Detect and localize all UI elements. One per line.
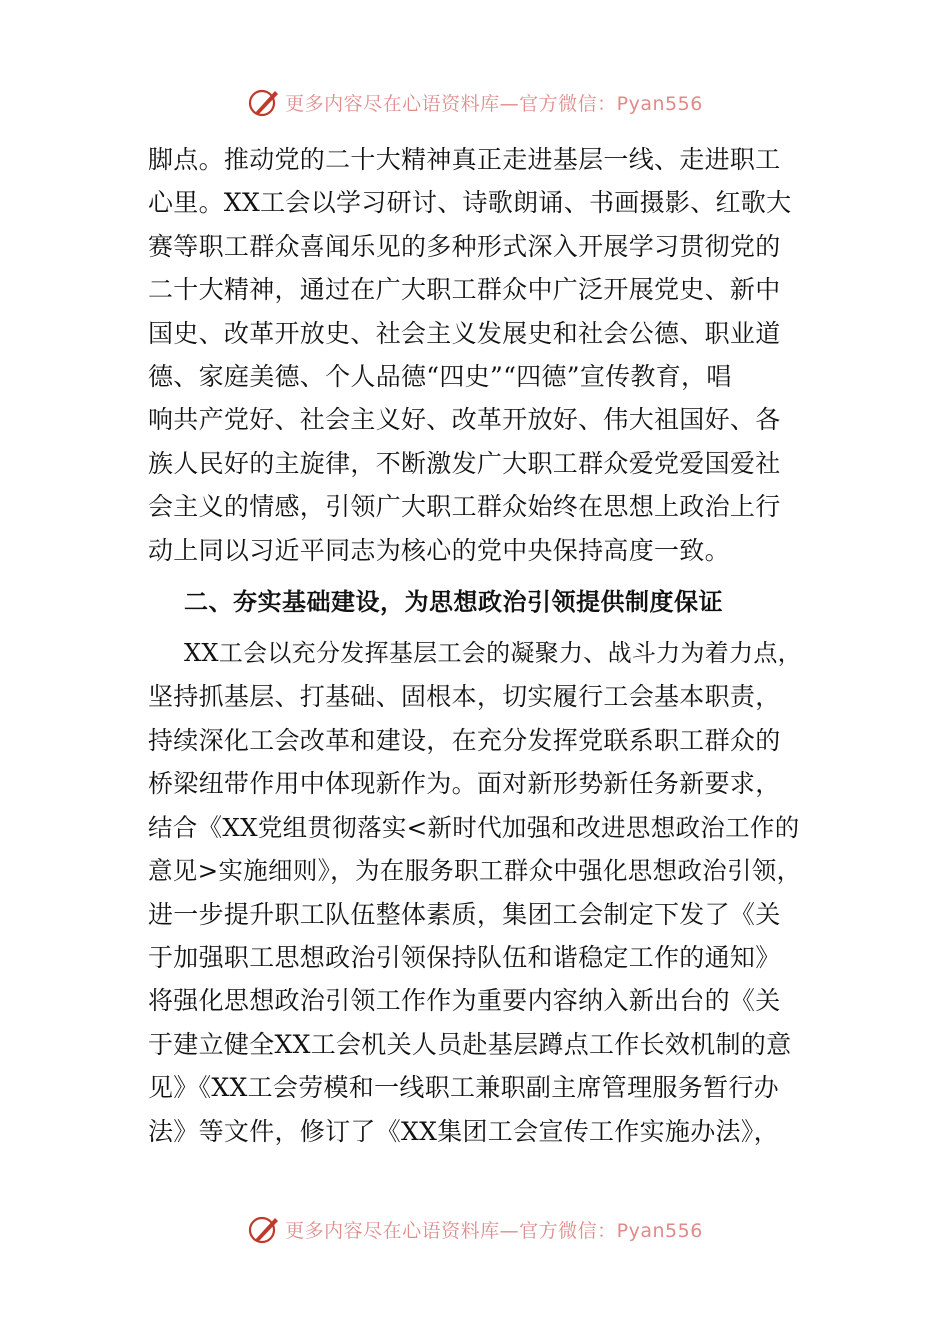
quill-pen-logo-icon: [247, 85, 281, 119]
text-line: 国史、改革开放史、社会主义发展史和社会公德、职业道: [148, 318, 781, 348]
paragraph-2: [148, 632, 808, 1153]
text-line: 于加强职工思想政治引领保持队伍和谐稳定工作的通知》: [148, 942, 781, 972]
text-line: XX工会以充分发挥基层工会的凝聚力、战斗力为着力点，: [184, 639, 802, 668]
paragraph-1: [148, 138, 808, 572]
text-line: 会主义的情感，引领广大职工群众始终在思想上政治上行: [148, 492, 781, 522]
text-line: 桥梁纽带作用中体现新作为。面对新形势新任务新要求，: [148, 769, 781, 799]
text-line: 脚点。推动党的二十大精神真正走进基层一线、走进职工: [148, 145, 781, 174]
text-line: 持续深化工会改革和建设，在充分发挥党联系职工群众的: [148, 725, 781, 755]
banner-text: 更多内容尽在心语资料库—官方微信：Pyan556: [285, 1219, 703, 1242]
text-line: 德、家庭美德、个人品德“四史”“四德”宣传教育，唱: [148, 362, 732, 392]
header-banner: [0, 82, 950, 122]
text-line: 族人民好的主旋律，不断激发广大职工群众爱党爱国爱社: [148, 448, 781, 478]
footer-banner: [0, 1209, 950, 1249]
document-body: [148, 138, 808, 1153]
text-line: 动上同以习近平同志为核心的党中央保持高度一致。: [148, 535, 730, 565]
text-line: 法》等文件，修订了《XX集团工会宣传工作实施办法》，: [148, 1116, 779, 1146]
text-line: 赛等职工群众喜闻乐见的多种形式深入开展学习贯彻党的: [148, 231, 781, 261]
text-line: 进一步提升职工队伍整体素质，集团工会制定下发了《关: [148, 899, 781, 929]
text-line: 心里。XX工会以学习研讨、诗歌朗诵、书画摄影、红歌大: [148, 188, 792, 218]
banner-text: 更多内容尽在心语资料库—官方微信：Pyan556: [285, 92, 703, 115]
text-line: 坚持抓基层、打基础、固根本，切实履行工会基本职责，: [148, 682, 781, 712]
text-line: 于建立健全XX工会机关人员赴基层蹲点工作长效机制的意: [148, 1029, 792, 1059]
text-line: 二十大精神，通过在广大职工群众中广泛开展党史、新中: [148, 275, 781, 305]
text-line: 将强化思想政治引领工作作为重要内容纳入新出台的《关: [148, 986, 781, 1016]
text-line: 意见>实施细则》，为在服务职工群众中强化思想政治引领，: [148, 856, 802, 886]
section-heading: 二、夯实基础建设，为思想政治引领提供制度保证: [184, 588, 723, 617]
text-line: 见》《XX工会劳模和一线职工兼职副主席管理服务暂行办: [148, 1073, 779, 1103]
text-line: 响共产党好、社会主义好、改革开放好、伟大祖国好、各: [148, 405, 781, 435]
quill-pen-logo-icon: [247, 1212, 281, 1246]
text-line: 结合《XX党组贯彻落实<新时代加强和改进思想政治工作的: [148, 812, 800, 842]
